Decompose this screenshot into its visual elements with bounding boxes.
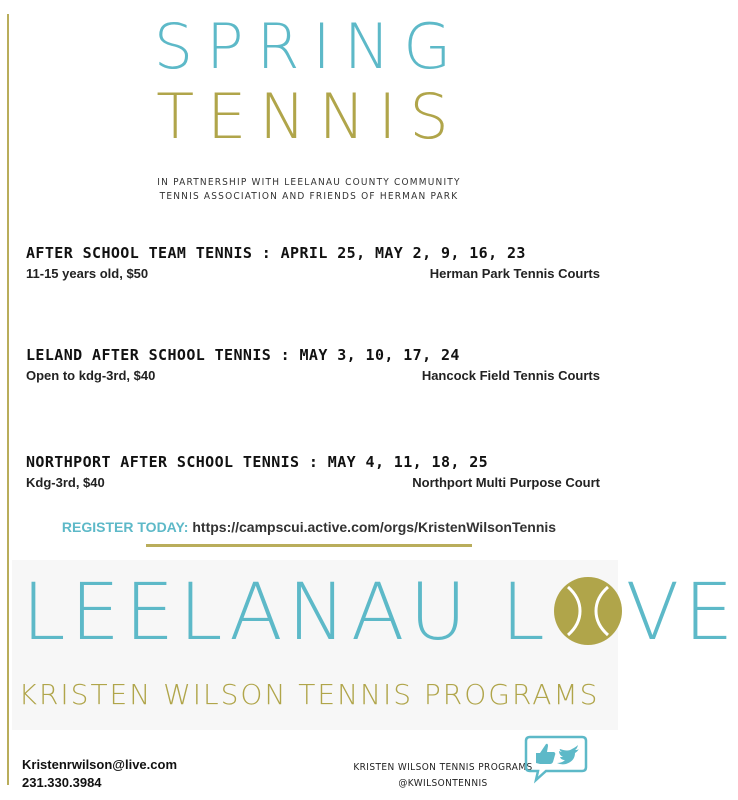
- partnership-line-2: TENNIS ASSOCIATION AND FRIENDS OF HERMAN PARK: [159, 191, 459, 202]
- contact-email[interactable]: Kristenrwilson@live.com: [22, 757, 177, 772]
- register-label: REGISTER TODAY:: [61, 519, 189, 535]
- partnership-line-1: IN PARTNERSHIP WITH LEELANAU COUNTY COMMUNITY: [157, 177, 461, 188]
- contact-phone: 231.330.3984: [22, 775, 102, 790]
- program-details: Kdg-3rd, $40: [26, 475, 105, 490]
- footer-handle[interactable]: @KWILSONTENNIS: [398, 778, 488, 789]
- program-location: Northport Multi Purpose Court: [412, 475, 600, 490]
- footer-brand-line: KRISTEN WILSON TENNIS PROGRAMS: [353, 762, 533, 773]
- love-text-part1: LEELANAU L: [22, 568, 550, 658]
- programs-subtitle: KRISTEN WILSON TENNIS PROGRAMS: [18, 678, 600, 711]
- program-details: Open to kdg-3rd, $40: [26, 368, 156, 383]
- footer-brand: [338, 760, 548, 792]
- social-bubble-icon: [524, 733, 588, 788]
- program-info-row: [26, 266, 600, 281]
- love-text-part2: VE: [625, 568, 738, 658]
- program-info-row: [26, 475, 600, 490]
- program-location: Herman Park Tennis Courts: [429, 266, 600, 281]
- program-title: AFTER SCHOOL TEAM TENNIS : APRIL 25, MAY 2, 9, 16, 23: [26, 244, 526, 262]
- title-tennis: TENNIS: [156, 80, 462, 153]
- program-details: 11-15 years old, $50: [26, 266, 149, 281]
- register-underline: [146, 544, 472, 547]
- partnership-text: [0, 176, 618, 204]
- program-info-row: [26, 368, 600, 383]
- program-northport: [26, 453, 600, 490]
- program-title: NORTHPORT AFTER SCHOOL TENNIS : MAY 4, 11, 18, 25: [26, 453, 489, 471]
- tennis-ball-icon: [554, 577, 622, 645]
- contact-block: [22, 756, 177, 792]
- program-location: Hancock Field Tennis Courts: [421, 368, 600, 383]
- program-leland: [26, 346, 600, 383]
- title-spring: SPRING: [153, 10, 465, 83]
- register-line: [0, 519, 618, 535]
- program-title: LELAND AFTER SCHOOL TENNIS : MAY 3, 10, 17, 24: [26, 346, 460, 364]
- program-after-school-team: [26, 244, 600, 281]
- register-link[interactable]: https://campscui.active.com/orgs/KristenWilsonTennis: [192, 519, 557, 535]
- leelanau-love-logo: [22, 568, 738, 658]
